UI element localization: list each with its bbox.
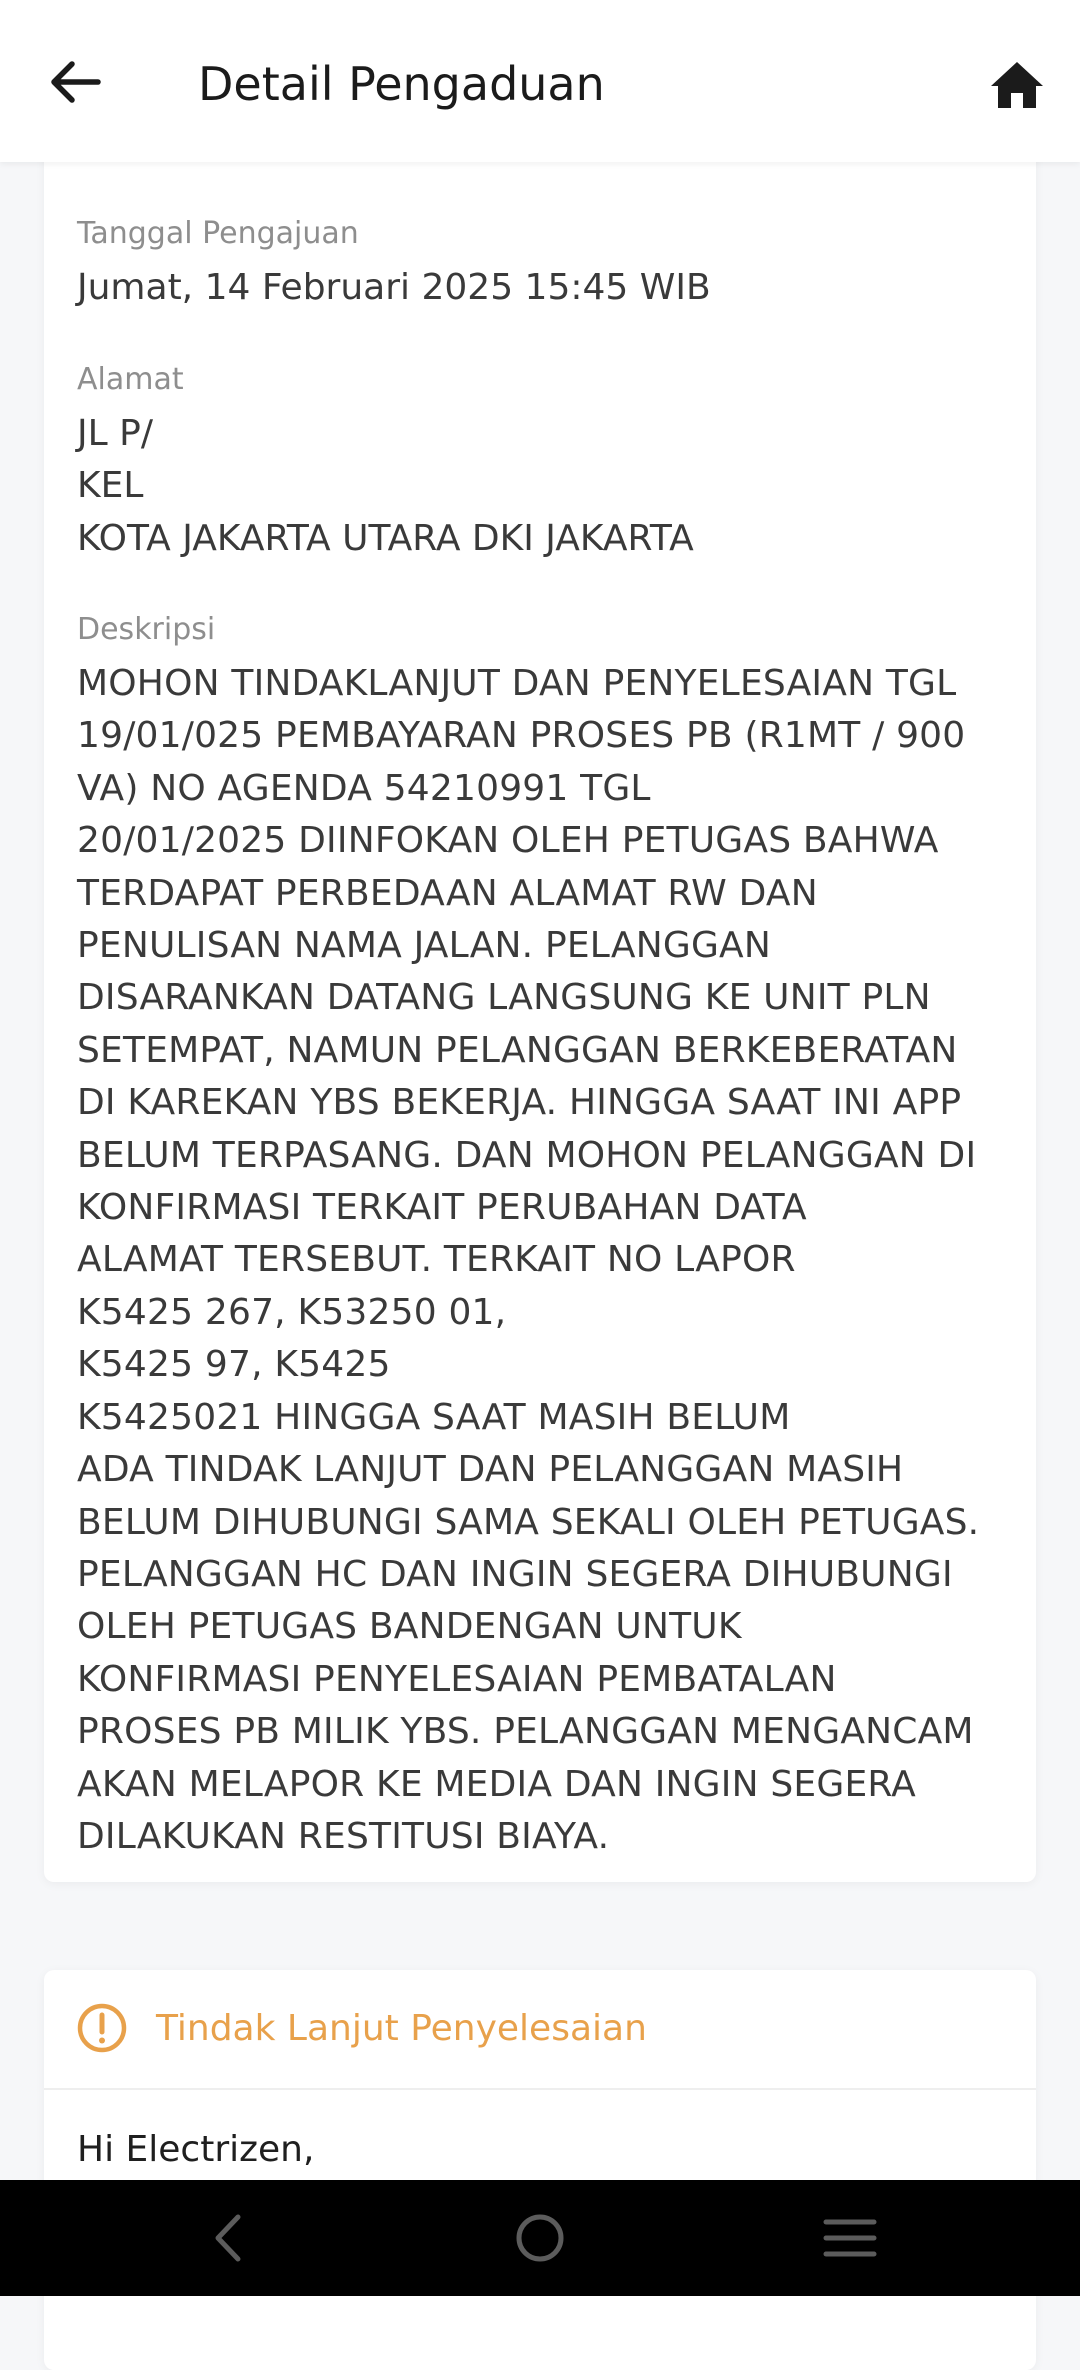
complaint-detail-card bbox=[44, 150, 1036, 1882]
address-value bbox=[77, 408, 1017, 565]
followup-title: Tindak Lanjut Penyelesaian bbox=[156, 2008, 647, 2049]
address-line-2: KEL bbox=[77, 465, 144, 507]
back-button[interactable] bbox=[44, 50, 108, 114]
system-nav-bar bbox=[0, 2180, 1080, 2296]
nav-menu-button[interactable] bbox=[810, 2208, 890, 2268]
description-label: Deskripsi bbox=[77, 612, 216, 647]
followup-card bbox=[44, 1970, 1036, 2370]
description-text: MOHON TINDAKLANJUT DAN PENYELESAIAN TGL 19/01/025 PEMBAYARAN PROSES PB (R1MT / 900 VA) NO AGENDA 54210991 TGL 20/01/2025 DIINFOKAN OLEH PETUGAS BAHWA TERDAPAT PERBEDAAN ALAMAT RW DAN PENULISAN NAMA JALAN. PELANGGAN DISARANKAN DATANG LANGSUNG KE UNIT PLN SETEMPAT, NAMUN PELANGGAN BERKEBERATAN DI KAREKAN YBS BEKERJA. HINGGA SAAT INI APP BELUM TERPASANG. DAN MOHON PELANGGAN DI KONFIRMASI TERKAIT PERUBAHAN DATA ALAMAT TERSEBUT. TERKAIT NO LAPOR K5425 267, K53250 01, K5425 97, K5425 K5425021 HINGGA SAAT MASIH BELUM ADA TINDAK LANJUT DAN PELANGGAN MASIH BELUM DIHUBUNGI SAMA SEKALI OLEH PETUGAS. PELANGGAN HC DAN INGIN SEGERA DIHUBUNGI OLEH PETUGAS BANDENGAN UNTUK KONFIRMASI PENYELESAIAN PEMBATALAN PROSES PB MILIK YBS. PELANGGAN MENGANCAM AKAN MELAPOR KE MEDIA DAN INGIN SEGERA DILAKUKAN RESTITUSI BIAYA. bbox=[77, 663, 980, 1857]
nav-home-icon bbox=[514, 2212, 566, 2264]
nav-menu-icon bbox=[822, 2216, 878, 2260]
home-button[interactable] bbox=[982, 50, 1052, 120]
submission-date-label: Tanggal Pengajuan bbox=[77, 216, 359, 251]
arrow-left-icon bbox=[50, 60, 102, 104]
nav-back-button[interactable] bbox=[188, 2208, 268, 2268]
followup-header bbox=[44, 1970, 1036, 2090]
nav-back-icon bbox=[208, 2213, 248, 2263]
alert-circle-icon bbox=[76, 2002, 128, 2054]
page-title: Detail Pengaduan bbox=[198, 57, 605, 111]
followup-greeting: Hi Electrizen, bbox=[77, 2129, 315, 2170]
nav-home-button[interactable] bbox=[500, 2208, 580, 2268]
description-value bbox=[77, 658, 1017, 1863]
app-bar bbox=[0, 0, 1080, 162]
address-label: Alamat bbox=[77, 362, 184, 397]
address-line-3: KOTA JAKARTA UTARA DKI JAKARTA bbox=[77, 517, 694, 559]
home-icon bbox=[989, 60, 1045, 110]
submission-date-value: Jumat, 14 Februari 2025 15:45 WIB bbox=[77, 267, 711, 308]
address-line-1: JL P/ bbox=[77, 413, 153, 454]
